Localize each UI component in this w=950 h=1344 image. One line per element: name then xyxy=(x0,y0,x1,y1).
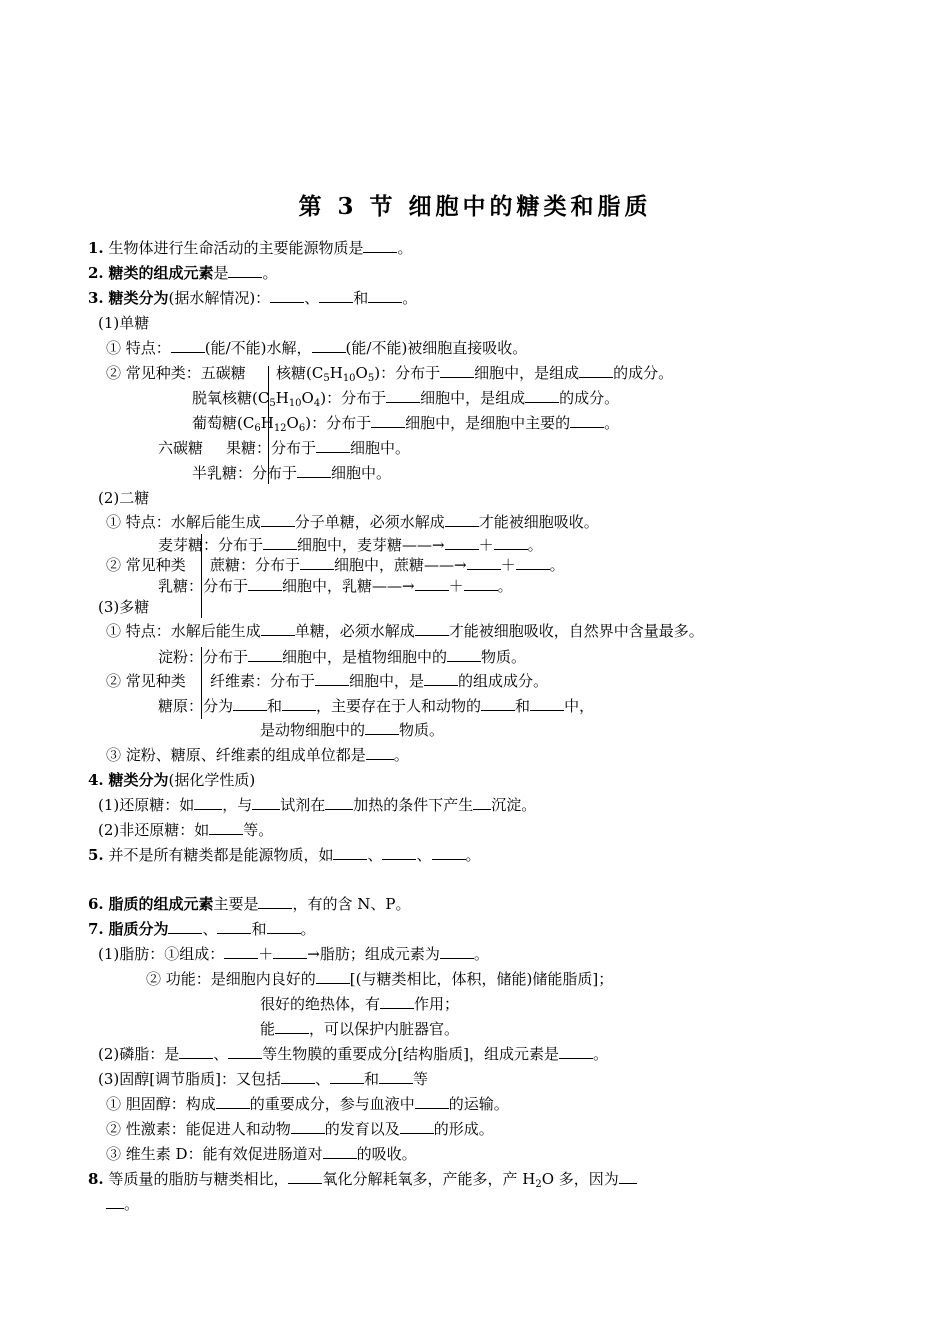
fat-function: ② 功能：是细胞内良好的 [(与糖类相比，体积，储能)储能脂质]； xyxy=(146,970,614,988)
question-8-cont: 。 xyxy=(106,1194,139,1214)
answer-blank[interactable] xyxy=(233,696,267,711)
sterol: (3)固醇[调节脂质]：又包括 、 和 等 xyxy=(98,1070,428,1088)
ribose-line: 核糖$(C_5H_{10}O_5)$：分布于 细胞中，是组成 的成分。 xyxy=(276,364,674,384)
answer-blank[interactable] xyxy=(365,720,399,735)
poly-features: ① 特点：水解后能生成 单糖，必须水解成 才能被细胞吸收，自然界中含量最多。 xyxy=(106,622,704,640)
answer-blank[interactable] xyxy=(494,535,528,550)
answer-blank[interactable] xyxy=(432,845,466,860)
question-2: 2. 糖类的组成元素是 。 xyxy=(88,264,278,282)
answer-blank[interactable] xyxy=(530,696,564,711)
starch-line: 淀粉：分布于 细胞中，是植物细胞中的 物质。 xyxy=(158,648,527,666)
answer-blank[interactable] xyxy=(316,438,350,453)
answer-blank[interactable] xyxy=(415,1094,449,1109)
answer-blank[interactable] xyxy=(228,1044,262,1059)
di-features: ① 特点：水解后能生成 分子单糖，必须水解成 才能被细胞吸收。 xyxy=(106,513,599,531)
glucose-line: 葡萄糖$(C_6H_{12}O_6)$：分布于 细胞中，是细胞中主要的 。 xyxy=(192,414,620,434)
question-4: 4. 糖类分为(据化学性质) xyxy=(88,771,256,789)
phospholipid: (2)磷脂：是 、 等生物膜的重要成分[结构脂质]，组成元素是 。 xyxy=(98,1045,608,1063)
answer-blank[interactable] xyxy=(440,944,474,959)
vitamin-d: ③ 维生素 D：能有效促进肠道对 的吸收。 xyxy=(106,1145,417,1163)
lactose-line: 乳糖：分布于 细胞中，乳糖——→ ＋ 。 xyxy=(158,577,513,595)
di-types-label: ② 常见种类 xyxy=(106,556,186,574)
fructose-line: 果糖：分布于 细胞中。 xyxy=(226,439,411,457)
answer-blank[interactable] xyxy=(273,944,307,959)
answer-blank[interactable] xyxy=(281,1069,315,1084)
cholesterol: ① 胆固醇：构成 的重要成分，参与血液中 的运输。 xyxy=(106,1095,509,1113)
answer-blank[interactable] xyxy=(559,1044,593,1059)
answer-blank[interactable] xyxy=(297,463,331,478)
question-8: 8. 等质量的脂肪与糖类相比， 氧化分解耗氧多，产能多，产 $H_2O$ 多，因为 xyxy=(88,1169,637,1189)
answer-blank[interactable] xyxy=(371,413,405,428)
answer-blank[interactable] xyxy=(179,1044,213,1059)
answer-blank[interactable] xyxy=(270,288,304,303)
poly-units: ③ 淀粉、糖原、纤维素的组成单位都是 。 xyxy=(106,746,409,764)
answer-blank[interactable] xyxy=(525,388,559,403)
answer-blank[interactable] xyxy=(168,919,202,934)
answer-blank[interactable] xyxy=(312,338,346,353)
galactose-line: 半乳糖：分布于 细胞中。 xyxy=(192,464,392,482)
answer-blank[interactable] xyxy=(323,1144,357,1159)
answer-blank[interactable] xyxy=(363,238,397,253)
answer-blank[interactable] xyxy=(216,1094,250,1109)
answer-blank[interactable] xyxy=(258,894,292,909)
answer-blank[interactable] xyxy=(368,288,402,303)
cellulose-line: 纤维素：分布于 细胞中，是 的组成成分。 xyxy=(210,672,549,690)
answer-blank[interactable] xyxy=(248,576,282,591)
fat-composition: (1)脂肪：①组成： ＋ →脂肪；组成元素为 。 xyxy=(98,945,489,963)
answer-blank[interactable] xyxy=(379,1069,413,1084)
answer-blank[interactable] xyxy=(267,919,301,934)
answer-blank[interactable] xyxy=(288,1169,322,1184)
non-reducing-sugar: (2)非还原糖：如 等。 xyxy=(98,821,274,839)
answer-blank[interactable] xyxy=(467,555,501,570)
answer-blank[interactable] xyxy=(217,919,251,934)
fat-insulator: 很好的绝热体，有 作用； xyxy=(260,995,460,1013)
answer-blank[interactable] xyxy=(516,555,550,570)
answer-blank[interactable] xyxy=(194,795,222,810)
answer-blank[interactable] xyxy=(579,363,613,378)
answer-blank[interactable] xyxy=(445,535,479,550)
section-monosaccharide: (1)单糖 xyxy=(98,314,150,332)
answer-blank[interactable] xyxy=(248,647,282,662)
answer-blank[interactable] xyxy=(424,671,458,686)
answer-blank[interactable] xyxy=(315,671,349,686)
question-6: 6. 脂质的组成元素主要是 ，有的含 N、P。 xyxy=(88,895,411,913)
mono-types-pentose: ② 常见种类：五碳糖 xyxy=(106,364,246,382)
answer-blank[interactable] xyxy=(316,969,350,984)
answer-blank[interactable] xyxy=(481,696,515,711)
hexose-label: 六碳糖 xyxy=(158,439,204,457)
answer-blank[interactable] xyxy=(224,944,258,959)
answer-blank[interactable] xyxy=(275,1019,309,1034)
answer-blank[interactable] xyxy=(415,621,449,636)
answer-blank[interactable] xyxy=(282,696,316,711)
answer-blank[interactable] xyxy=(291,1119,325,1134)
answer-blank[interactable] xyxy=(464,576,498,591)
answer-blank[interactable] xyxy=(382,845,416,860)
answer-blank[interactable] xyxy=(228,263,262,278)
answer-blank[interactable] xyxy=(445,512,479,527)
question-1: 1. 生物体进行生命活动的主要能源物质是 。 xyxy=(88,239,413,257)
answer-blank[interactable] xyxy=(263,535,297,550)
answer-blank[interactable] xyxy=(570,413,604,428)
maltose-line: 麦芽糖：分布于 细胞中，麦芽糖——→ ＋ 。 xyxy=(158,536,543,554)
answer-blank[interactable] xyxy=(261,621,295,636)
glycogen-line: 糖原：分为 和 ，主要存在于人和动物的 和 中， xyxy=(158,697,595,715)
fat-protect: 能 ，可以保护内脏器官。 xyxy=(260,1020,460,1038)
answer-blank[interactable] xyxy=(447,647,481,662)
deoxyribose-line: 脱氧核糖$(C_5H_{10}O_4)$：分布于 细胞中，是组成 的成分。 xyxy=(192,389,620,409)
answer-blank[interactable] xyxy=(300,555,334,570)
answer-blank[interactable] xyxy=(330,1069,364,1084)
page-title: 第 3 节 细胞中的糖类和脂质 xyxy=(298,193,652,220)
answer-blank[interactable] xyxy=(366,745,394,760)
answer-blank[interactable] xyxy=(333,845,367,860)
answer-blank[interactable] xyxy=(171,338,205,353)
answer-blank[interactable] xyxy=(209,820,243,835)
question-7: 7. 脂质分为 、 和 。 xyxy=(88,920,316,938)
answer-blank[interactable] xyxy=(252,795,280,810)
answer-blank[interactable] xyxy=(106,1194,124,1209)
answer-blank[interactable] xyxy=(319,288,353,303)
answer-blank[interactable] xyxy=(325,795,353,810)
section-polysaccharide: (3)多糖 xyxy=(98,598,150,616)
answer-blank[interactable] xyxy=(400,1119,434,1134)
sucrose-line: 蔗糖：分布于 细胞中，蔗糖——→ ＋ 。 xyxy=(210,556,565,574)
answer-blank[interactable] xyxy=(386,388,420,403)
answer-blank[interactable] xyxy=(619,1169,637,1184)
sex-hormone: ② 性激素：能促进人和动物 的发育以及 的形成。 xyxy=(106,1120,494,1138)
answer-blank[interactable] xyxy=(261,512,295,527)
question-5: 5. 并不是所有糖类都是能源物质，如 、 、 。 xyxy=(88,846,481,864)
question-3: 3. 糖类分为(据水解情况)： 、 和 。 xyxy=(88,289,418,307)
reducing-sugar: (1)还原糖：如 ，与 试剂在 加热的条件下产生 沉淀。 xyxy=(98,796,537,814)
answer-blank[interactable] xyxy=(473,795,491,810)
answer-blank[interactable] xyxy=(415,576,449,591)
mono-features: ① 特点： (能/不能)水解， (能/不能)被细胞直接吸收。 xyxy=(106,339,528,357)
poly-types-label: ② 常见种类 xyxy=(106,672,186,690)
answer-blank[interactable] xyxy=(440,363,474,378)
section-disaccharide: (2)二糖 xyxy=(98,489,150,507)
glycogen-line-2: 是动物细胞中的 物质。 xyxy=(260,721,445,739)
answer-blank[interactable] xyxy=(380,994,414,1009)
